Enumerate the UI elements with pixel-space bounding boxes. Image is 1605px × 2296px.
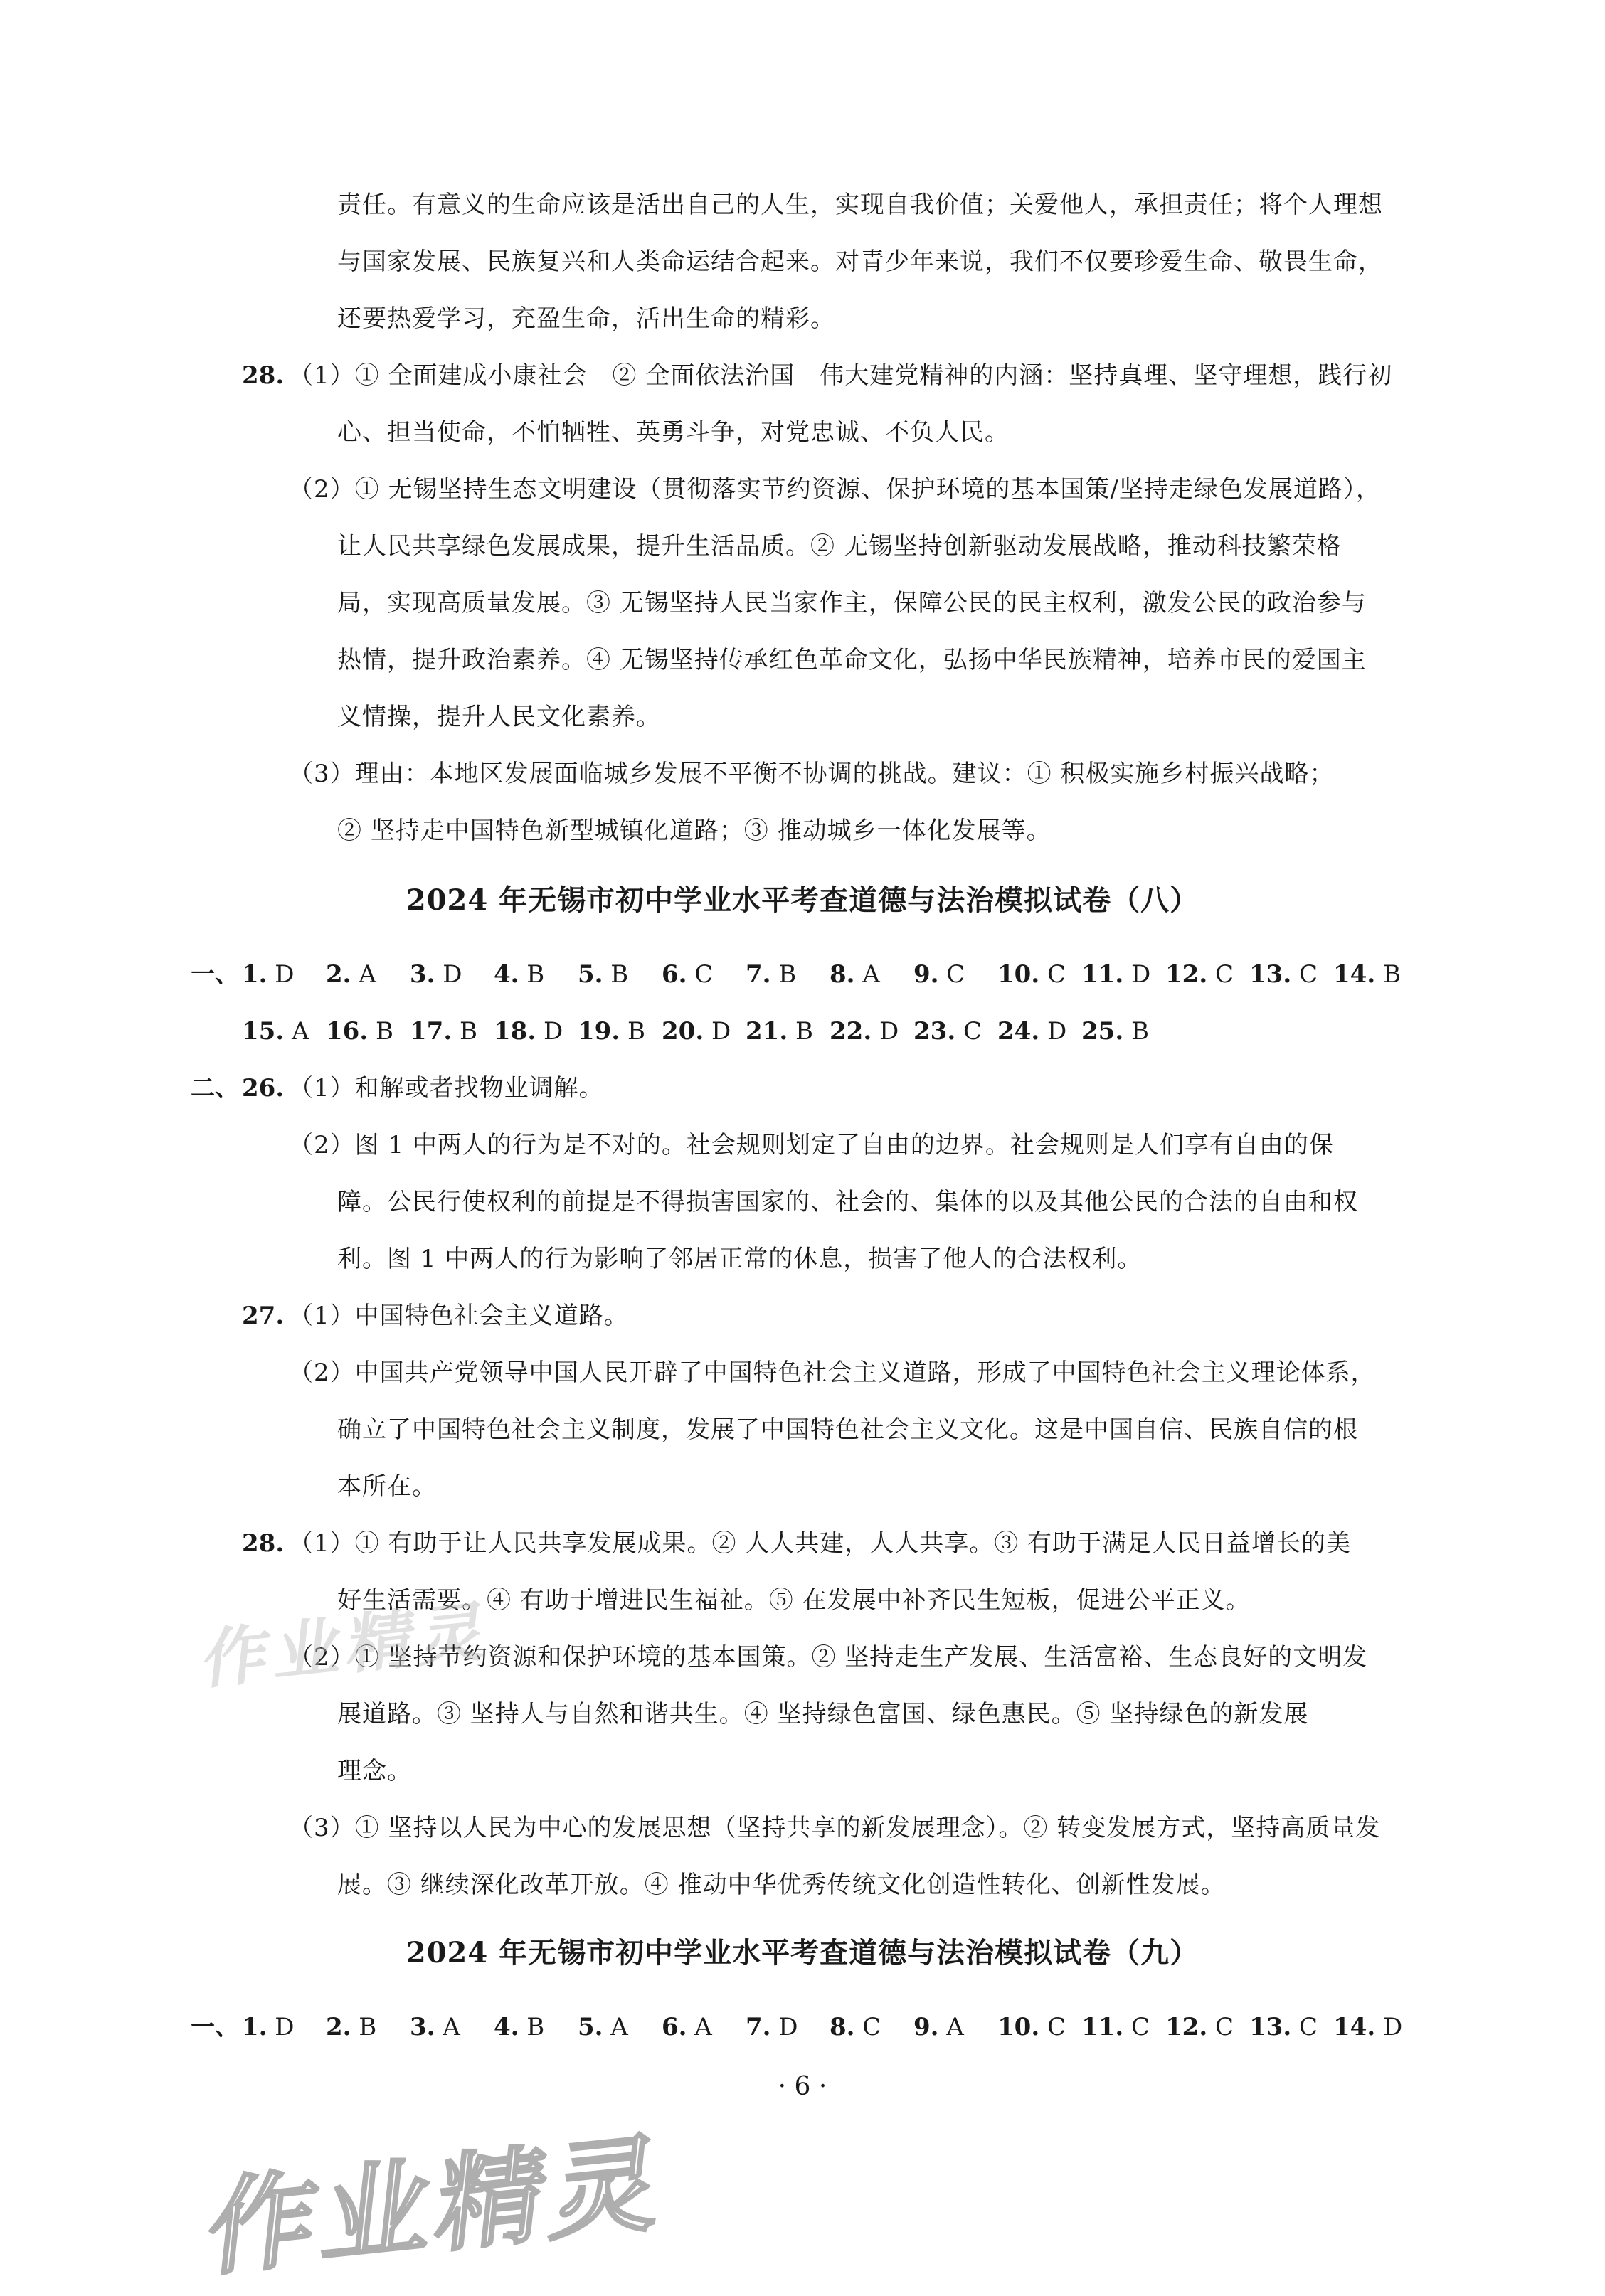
answer-line: （2）图 1 中两人的行为是不对的。社会规则划定了自由的边界。社会规则是人们享有自由的保 <box>289 1131 1334 1159</box>
mc-answer-letter: D <box>267 2013 295 2041</box>
mc-answer-letter: B <box>620 1017 645 1046</box>
mc-answer-letter: D <box>770 2013 798 2041</box>
mc-answer <box>913 957 965 992</box>
mc-answer <box>242 2010 295 2044</box>
mc-answer-letter: A <box>351 960 376 989</box>
mc-answer <box>410 2010 460 2044</box>
mc-answer <box>326 2010 376 2044</box>
mc-answer-letter: D <box>536 1017 563 1046</box>
mc-question-number: 6. <box>662 2013 687 2041</box>
mc-answer-letter: B <box>368 1017 393 1046</box>
section-one-label: 一、 <box>191 2013 239 2041</box>
answer-line: （3）理由：本地区发展面临城乡发展不平衡不协调的挑战。建议：① 积极实施乡村振兴战略； <box>289 760 1335 788</box>
mc-answer <box>997 2010 1066 2044</box>
mc-answer-letter: A <box>854 960 880 989</box>
answer-line: 热情，提升政治素养。④ 无锡坚持传承红色革命文化，弘扬中华民族精神，培养市民的爱国主 <box>337 646 1367 674</box>
mc-question-number: 14. <box>1333 2013 1376 2041</box>
mc-answers-row <box>242 2010 1416 2044</box>
mc-question-number: 8. <box>830 2013 855 2041</box>
mc-question-number: 7. <box>746 2013 771 2041</box>
mc-question-number: 17. <box>410 1017 452 1046</box>
mc-answer-letter: C <box>1207 2013 1234 2041</box>
mc-answer-letter: C <box>687 960 714 989</box>
mc-answer <box>830 1014 899 1048</box>
mc-answer-letter: A <box>603 2013 628 2041</box>
answer-line: 局，实现高质量发展。③ 无锡坚持人民当家作主，保障公民的民主权利，激发公民的政治参与 <box>337 589 1367 617</box>
mc-answer-letter: D <box>267 960 295 989</box>
mc-answer <box>1333 957 1401 992</box>
mc-answer-letter: A <box>687 2013 712 2041</box>
answer-line: （2）中国共产党领导中国人民开辟了中国特色社会主义道路，形成了中国特色社会主义理论体系， <box>289 1359 1376 1387</box>
mc-answer <box>326 1014 393 1048</box>
answer-line: 本所在。 <box>337 1472 437 1501</box>
mc-answer-letter: D <box>1039 1017 1067 1046</box>
mc-question-number: 22. <box>830 1017 872 1046</box>
mc-answer <box>997 957 1066 992</box>
mc-answer <box>746 957 796 992</box>
answer-line: 确立了中国特色社会主义制度，发展了中国特色社会主义文化。这是中国自信、民族自信的根 <box>337 1415 1358 1444</box>
mc-answer <box>1081 1014 1149 1048</box>
mc-question-number: 18. <box>494 1017 536 1046</box>
mc-answer <box>997 1014 1066 1048</box>
answer-line: （3）① 坚持以人民为中心的发展思想（坚持共享的新发展理念）。② 转变发展方式，坚持高质量发 <box>289 1814 1381 1842</box>
mc-answer <box>494 957 544 992</box>
mc-question-number: 25. <box>1081 1017 1124 1046</box>
mc-answer <box>662 1014 731 1048</box>
mc-answer <box>578 1014 645 1048</box>
mc-question-number: 3. <box>410 2013 435 2041</box>
mc-answer-letter: A <box>435 2013 460 2041</box>
answer-line: （2）① 坚持节约资源和保护环境的基本国策。② 坚持走生产发展、生活富裕、生态良好的文明发 <box>289 1643 1368 1671</box>
mc-question-number: 9. <box>913 2013 939 2041</box>
mc-answer-letter: C <box>1039 960 1066 989</box>
mc-question-number: 9. <box>913 960 939 989</box>
mc-question-number: 24. <box>997 1017 1040 1046</box>
mc-answer <box>410 957 462 992</box>
mc-answer <box>1249 957 1318 992</box>
mc-question-number: 16. <box>326 1017 369 1046</box>
mc-question-number: 13. <box>1249 960 1292 989</box>
mc-question-number: 2. <box>326 960 351 989</box>
continuation-line-3: 还要热爱学习，充盈生命，活出生命的精彩。 <box>337 304 835 333</box>
exam-8-title: 2024 年无锡市初中学业水平考查道德与法治模拟试卷（八） <box>406 883 1199 917</box>
mc-answer <box>913 2010 964 2044</box>
mc-answer-letter: B <box>1123 1017 1149 1046</box>
mc-answer <box>913 1014 982 1048</box>
mc-answer-letter: B <box>452 1017 477 1046</box>
mc-answers-row <box>242 1014 1416 1048</box>
mc-question-number: 12. <box>1165 960 1208 989</box>
mc-question-number: 6. <box>662 960 687 989</box>
mc-answer <box>830 2010 881 2044</box>
answer-line: （1）① 有助于让人民共享发展成果。② 人人共建，人人共享。③ 有助于满足人民日益增长的美 <box>289 1529 1352 1558</box>
mc-answer-letter: B <box>788 1017 813 1046</box>
question-number: 28. <box>242 1529 285 1558</box>
mc-answer-letter: D <box>872 1017 899 1046</box>
question-number: 26. <box>242 1074 285 1102</box>
answer-line: （1）和解或者找物业调解。 <box>289 1074 604 1102</box>
mc-question-number: 20. <box>662 1017 704 1046</box>
mc-answer <box>1081 2010 1150 2044</box>
continuation-line-2: 与国家发展、民族复兴和人类命运结合起来。对青少年来说，我们不仅要珍爱生命、敬畏生命， <box>337 248 1383 276</box>
answer-line: 理念。 <box>337 1757 412 1785</box>
watermark-logo: 作业精灵 <box>199 1593 497 1699</box>
answer-line: （1）① 全面建成小康社会 ② 全面依法治国 伟大建党精神的内涵：坚持真理、坚守理想，践行初 <box>289 361 1393 390</box>
answer-line: 好生活需要。④ 有助于增进民生福祉。⑤ 在发展中补齐民生短板，促进公平正义。 <box>337 1586 1251 1615</box>
mc-question-number: 1. <box>242 2013 268 2041</box>
mc-question-number: 13. <box>1249 2013 1292 2041</box>
answer-line: 让人民共享绿色发展成果，提升生活品质。② 无锡坚持创新驱动发展战略，推动科技繁荣格 <box>337 532 1342 560</box>
mc-answer <box>578 2010 628 2044</box>
mc-question-number: 23. <box>913 1017 956 1046</box>
mc-answer-letter: C <box>1291 960 1318 989</box>
mc-answer <box>242 1014 309 1048</box>
mc-answer <box>746 1014 813 1048</box>
mc-answer <box>1333 2010 1402 2044</box>
mc-answer <box>1165 957 1234 992</box>
mc-question-number: 5. <box>578 2013 603 2041</box>
mc-question-number: 7. <box>746 960 771 989</box>
section-two-label: 二、 <box>191 1074 239 1102</box>
mc-answer <box>1081 957 1150 992</box>
answer-line: ② 坚持走中国特色新型城镇化道路；③ 推动城乡一体化发展等。 <box>337 817 1052 845</box>
mc-answer <box>662 2010 712 2044</box>
mc-answer <box>746 2010 798 2044</box>
mc-question-number: 15. <box>242 1017 285 1046</box>
mc-answer <box>830 957 880 992</box>
mc-answer-letter: C <box>1123 2013 1150 2041</box>
answer-line: 展。③ 继续深化改革开放。④ 推动中华优秀传统文化创造性转化、创新性发展。 <box>337 1871 1226 1899</box>
mc-answer-letter: D <box>1375 2013 1403 2041</box>
mc-answer-letter: B <box>519 960 545 989</box>
mc-answer-letter: C <box>1291 2013 1318 2041</box>
mc-answer-letter: B <box>519 2013 545 2041</box>
mc-answer-letter: B <box>351 2013 377 2041</box>
mc-question-number: 12. <box>1165 2013 1208 2041</box>
mc-question-number: 4. <box>494 2013 519 2041</box>
mc-question-number: 4. <box>494 960 519 989</box>
mc-answer <box>662 957 713 992</box>
mc-answer-letter: C <box>938 960 965 989</box>
mc-question-number: 10. <box>997 960 1040 989</box>
answer-line: 障。公民行使权利的前提是不得损害国家的、社会的、集体的以及其他公民的合法的自由和权 <box>337 1188 1358 1216</box>
mc-question-number: 19. <box>578 1017 620 1046</box>
mc-answers-row <box>242 957 1416 992</box>
section-one-label: 一、 <box>191 960 239 989</box>
mc-answer-letter: A <box>938 2013 964 2041</box>
mc-answer-letter: C <box>1039 2013 1066 2041</box>
mc-answer <box>326 957 376 992</box>
mc-answer-letter: C <box>1207 960 1234 989</box>
mc-answer-letter: D <box>704 1017 731 1046</box>
continuation-line-1: 责任。有意义的生命应该是活出自己的人生，实现自我价值；关爱他人，承担责任；将个人理想 <box>337 191 1383 219</box>
mc-question-number: 1. <box>242 960 268 989</box>
question-number: 28. <box>242 361 285 390</box>
mc-question-number: 2. <box>326 2013 351 2041</box>
mc-answer <box>410 1014 477 1048</box>
page-number: · 6 · <box>778 2072 827 2101</box>
answer-line: （2）① 无锡坚持生态文明建设（贯彻落实节约资源、保护环境的基本国策/坚持走绿色发展道路）， <box>289 475 1381 504</box>
mc-question-number: 3. <box>410 960 435 989</box>
mc-question-number: 5. <box>578 960 603 989</box>
mc-answer-letter: B <box>770 960 797 989</box>
exam-9-title: 2024 年无锡市初中学业水平考查道德与法治模拟试卷（九） <box>406 1936 1199 1970</box>
answer-line: （1）中国特色社会主义道路。 <box>289 1302 629 1330</box>
mc-answer-letter: A <box>284 1017 309 1046</box>
mc-question-number: 11. <box>1081 960 1124 989</box>
mc-question-number: 8. <box>830 960 855 989</box>
mc-question-number: 11. <box>1081 2013 1124 2041</box>
answer-line: 利。图 1 中两人的行为影响了邻居正常的休息，损害了他人的合法权利。 <box>337 1245 1143 1273</box>
mc-question-number: 10. <box>997 2013 1040 2041</box>
watermark-logo: 作业精灵 <box>201 2121 673 2292</box>
question-number: 27. <box>242 1302 285 1330</box>
answer-line: 展道路。③ 坚持人与自然和谐共生。④ 坚持绿色富国、绿色惠民。⑤ 坚持绿色的新发展 <box>337 1700 1309 1728</box>
mc-answer <box>494 1014 563 1048</box>
answer-line: 心、担当使命，不怕牺牲、英勇斗争，对党忠诚、不负人民。 <box>337 418 1010 447</box>
mc-answer-letter: B <box>1375 960 1401 989</box>
mc-answer <box>578 957 628 992</box>
mc-answer <box>494 2010 544 2044</box>
mc-answer <box>1165 2010 1234 2044</box>
mc-answer-letter: B <box>603 960 629 989</box>
mc-answer-letter: D <box>435 960 462 989</box>
mc-question-number: 21. <box>746 1017 788 1046</box>
mc-answer <box>242 957 295 992</box>
mc-question-number: 14. <box>1333 960 1376 989</box>
mc-answer <box>1249 2010 1318 2044</box>
mc-answer-letter: C <box>955 1017 982 1046</box>
mc-answer-letter: D <box>1123 960 1151 989</box>
answer-line: 义情操，提升人民文化素养。 <box>337 703 661 731</box>
mc-answer-letter: C <box>854 2013 881 2041</box>
